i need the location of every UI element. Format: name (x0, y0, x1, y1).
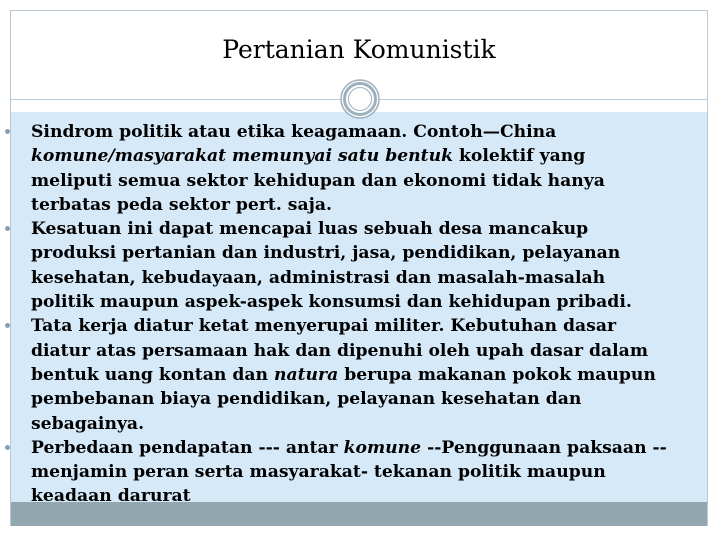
text-run: pembebanan biaya pendidikan, pelayanan kesehatan dan (31, 389, 582, 410)
text-run: Kesatuan ini dapat mencapai luas sebuah desa mancakup (31, 219, 589, 240)
list-item (0, 314, 705, 435)
text-run: kesehatan, kebudayaan, administrasi dan masalah-masalah (31, 267, 606, 288)
list-item (0, 120, 705, 217)
text-run: komune (343, 437, 422, 458)
bullet-dot-icon (5, 129, 10, 134)
text-run: terbatas peda sektor pert. saja. (31, 194, 332, 215)
text-run: politik maupun aspek-aspek konsumsi dan kehidupan pribadi. (31, 292, 632, 313)
bullet-line (31, 460, 705, 484)
list-item (0, 217, 705, 314)
bullet-line (31, 314, 705, 338)
bullet-line (31, 339, 705, 363)
bullet-list (0, 120, 705, 509)
bullet-dot-icon (5, 226, 10, 231)
text-run: --Penggunaan paksaan -- (421, 437, 667, 458)
text-run: diatur atas persamaan hak dan dipenuhi oleh upah dasar dalam (31, 340, 649, 361)
bullet-line (31, 290, 705, 314)
bullet-line (31, 412, 705, 436)
text-run: bentuk uang kontan dan (31, 364, 274, 385)
text-run: berupa makanan pokok maupun (338, 364, 656, 385)
bullet-line (31, 266, 705, 290)
text-run: kolektif yang (453, 146, 586, 167)
bullet-line (31, 387, 705, 411)
text-run: komune/masyarakat memunyai satu bentuk (31, 146, 454, 167)
bullet-line (31, 241, 705, 265)
text-run: Sindrom politik atau etika keagamaan. Contoh—China (31, 122, 557, 142)
slide-title: Pertanian Komunistik (222, 35, 496, 64)
bullet-line (31, 144, 705, 168)
bullet-line (31, 363, 705, 387)
circle-ornament-icon (340, 79, 380, 119)
bullet-line (31, 484, 705, 508)
text-run: Tata kerja diatur ketat menyerupai militer. Kebutuhan dasar (31, 316, 617, 337)
list-item (0, 436, 705, 509)
text-run: menjamin peran serta masyarakat- tekanan politik maupun (31, 462, 606, 483)
bullet-dot-icon (5, 445, 10, 450)
text-run: natura (273, 364, 339, 385)
bullet-line (31, 120, 705, 144)
text-run: sebagainya. (31, 413, 145, 434)
text-run: Perbedaan pendapatan --- antar (31, 437, 344, 458)
bullet-line (31, 217, 705, 241)
bullet-line (31, 436, 705, 460)
text-run: produksi pertanian dan industri, jasa, pendidikan, pelayanan (31, 243, 621, 264)
bullet-line (31, 169, 705, 193)
bullet-line (31, 193, 705, 217)
text-run: meliputi semua sektor kehidupan dan ekonomi tidak hanya (31, 170, 605, 191)
bullet-dot-icon (5, 323, 10, 328)
text-run: keadaan darurat (31, 486, 191, 507)
